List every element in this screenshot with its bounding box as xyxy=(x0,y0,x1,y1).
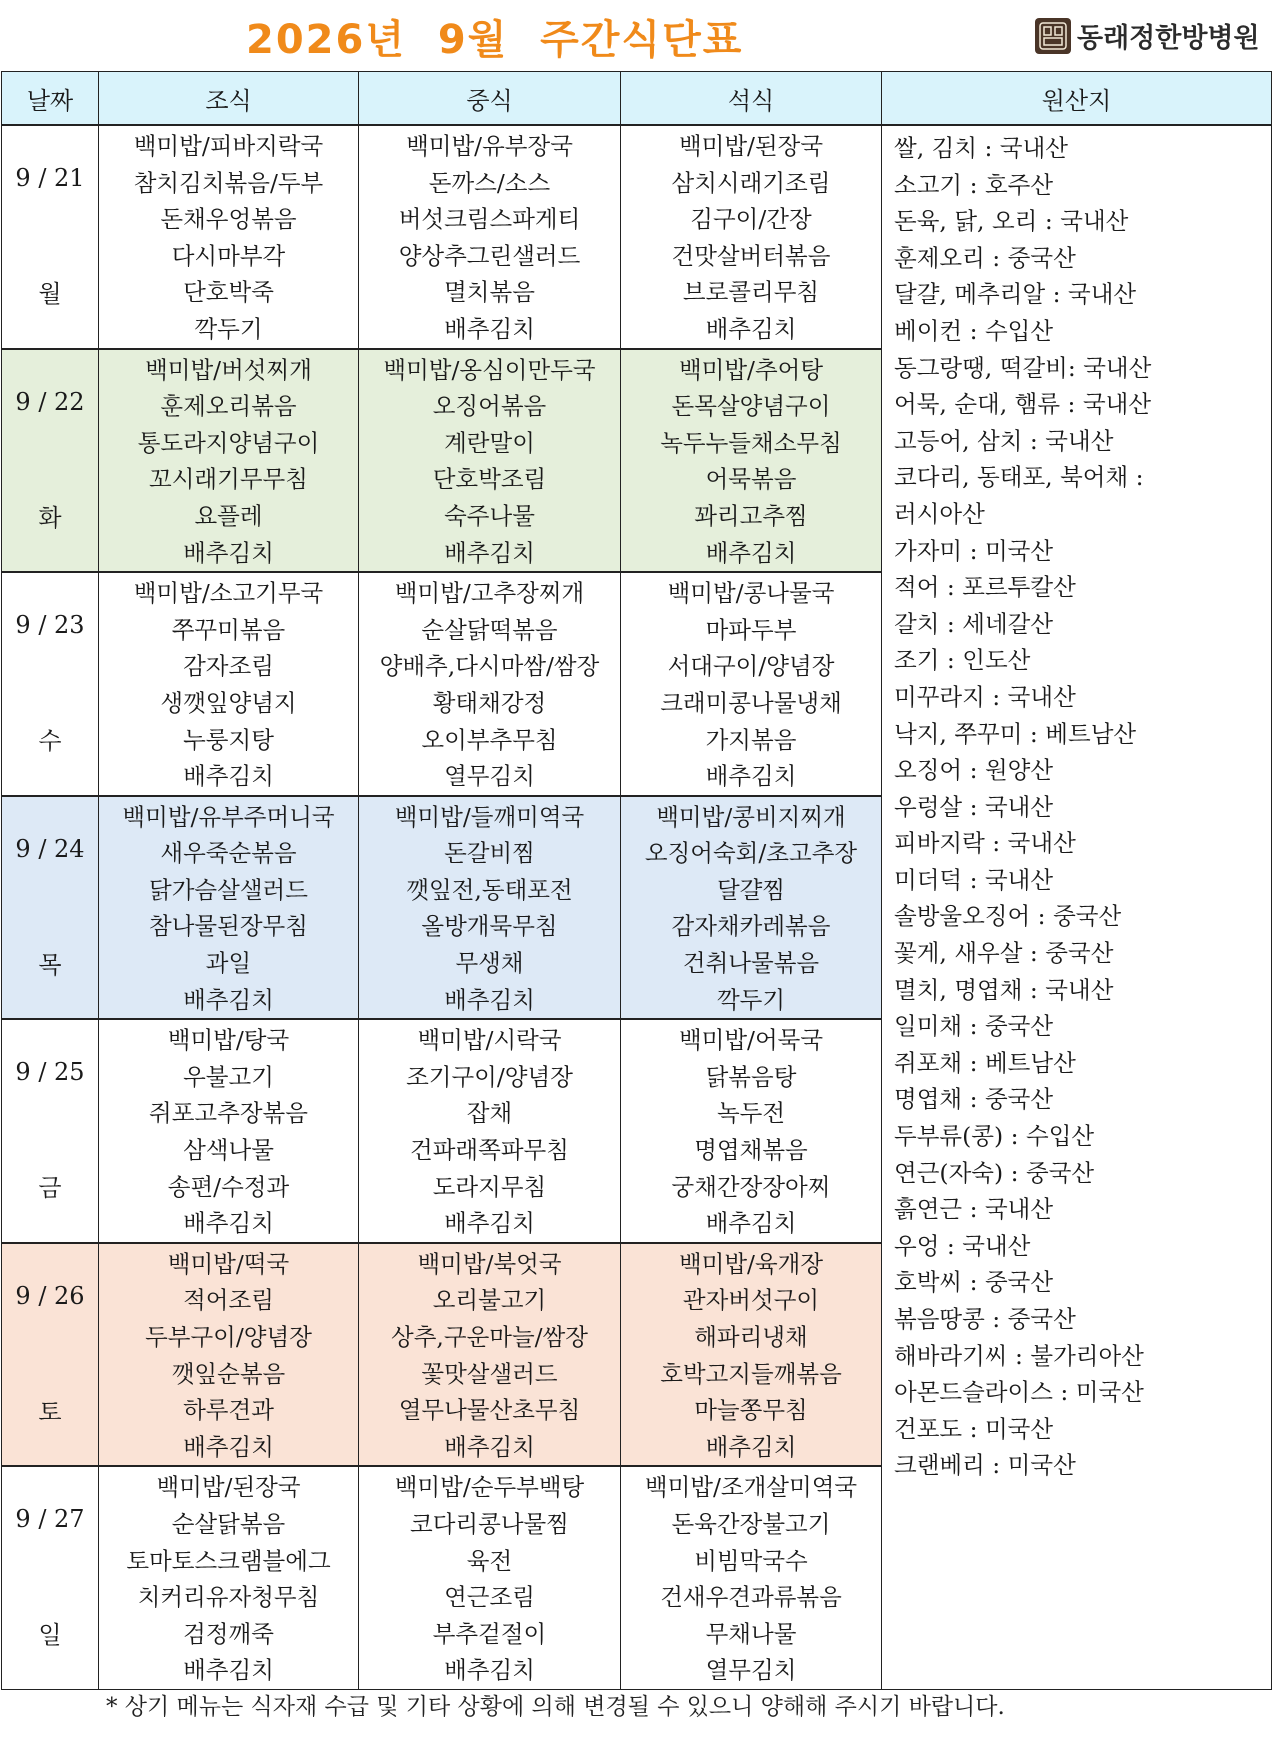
origin-item: 볶음땅콩 : 중국산 xyxy=(894,1305,1076,1333)
menu-item: 조기구이/양념장 xyxy=(406,1062,573,1091)
menu-item: 배추김치 xyxy=(705,314,797,343)
menu-item: 배추김치 xyxy=(183,1656,274,1685)
menu-item: 백미밥/옹심이만두국 xyxy=(383,355,596,384)
menu-item: 열무김치 xyxy=(705,1656,797,1685)
menu-item: 닭볶음탕 xyxy=(705,1062,797,1091)
menu-item: 참치김치볶음/두부 xyxy=(133,168,324,197)
weekday-label: 목 xyxy=(38,950,62,979)
menu-item: 백미밥/시락국 xyxy=(417,1026,562,1055)
menu-item: 배추김치 xyxy=(444,1209,535,1238)
menu-item: 배추김치 xyxy=(444,1656,535,1685)
menu-item: 숙주나물 xyxy=(444,501,535,530)
menu-item: 건취나물볶음 xyxy=(682,949,820,978)
breakfast-cell xyxy=(99,1466,359,1689)
weekday-label: 토 xyxy=(38,1397,62,1426)
origin-item: 쌀, 김치 : 국내산 xyxy=(894,134,1069,162)
weekday-label: 수 xyxy=(38,727,62,756)
menu-item: 계란말이 xyxy=(444,428,535,457)
lunch-cell xyxy=(359,796,621,1020)
menu-item: 오징어볶음 xyxy=(432,392,547,421)
origin-item: 낙지, 쭈꾸미 : 베트남산 xyxy=(894,719,1137,748)
menu-item: 하루견과 xyxy=(183,1396,274,1425)
menu-item: 멸치볶음 xyxy=(444,278,535,307)
menu-item: 백미밥/북엇국 xyxy=(417,1249,562,1278)
menu-item: 양배추,다시마쌈/쌈장 xyxy=(379,652,600,681)
origin-item: 어묵, 순대, 햄류 : 국내산 xyxy=(894,390,1152,419)
menu-item: 백미밥/추어탕 xyxy=(678,355,824,384)
menu-item: 궁채간장장아찌 xyxy=(671,1172,831,1201)
menu-item: 김구이/간장 xyxy=(690,205,812,234)
menu-item: 훈제오리볶음 xyxy=(160,392,297,421)
menu-item: 코다리콩나물찜 xyxy=(410,1509,569,1538)
menu-item: 부추겉절이 xyxy=(432,1619,547,1648)
weekday-label: 금 xyxy=(38,1174,62,1203)
menu-item: 건파래쪽파무침 xyxy=(410,1136,569,1165)
origin-item: 갈치 : 세네갈산 xyxy=(894,609,1054,638)
origin-item: 고등어, 삼치 : 국내산 xyxy=(894,426,1114,455)
day-row xyxy=(2,125,1272,349)
date-label: 9 / 26 xyxy=(15,1281,85,1310)
menu-item: 상추,구운마늘/쌈장 xyxy=(391,1323,588,1351)
menu-item: 감자채카레볶음 xyxy=(671,912,831,941)
date-label: 9 / 24 xyxy=(15,834,85,863)
hospital-logo xyxy=(1035,16,1260,55)
menu-item: 두부구이/양념장 xyxy=(145,1323,312,1351)
dinner-cell xyxy=(621,1243,882,1467)
date-cell xyxy=(2,125,99,349)
menu-item: 백미밥/탕국 xyxy=(167,1026,290,1055)
menu-item: 과일 xyxy=(205,949,252,978)
origin-item: 솔방울오징어 : 중국산 xyxy=(894,902,1122,931)
dinner-cell xyxy=(621,796,882,1020)
origin-item: 일미채 : 중국산 xyxy=(894,1012,1054,1041)
breakfast-cell xyxy=(99,1019,359,1243)
origin-item: 코다리, 동태포, 북어채 : xyxy=(894,463,1144,492)
menu-item: 무생채 xyxy=(455,949,524,978)
menu-item: 백미밥/어묵국 xyxy=(678,1026,824,1055)
menu-item: 통도라지양념구이 xyxy=(137,428,320,457)
origin-item: 해바라기씨 : 불가리아산 xyxy=(894,1341,1144,1370)
origin-item: 미꾸라지 : 국내산 xyxy=(894,682,1076,711)
footnote: * 상기 메뉴는 식자재 수급 및 기타 상황에 의해 변경될 수 있으니 양해해 주시기 바랍니다. xyxy=(106,1694,1005,1720)
date-label: 9 / 22 xyxy=(15,387,85,416)
lunch-cell xyxy=(359,572,621,796)
menu-item: 우불고기 xyxy=(183,1062,274,1091)
menu-item: 달걀찜 xyxy=(716,875,786,904)
origin-item: 꽃게, 새우살 : 중국산 xyxy=(894,939,1114,968)
menu-item: 건새우견과류볶음 xyxy=(660,1583,842,1612)
menu-item: 꼬시래기무무침 xyxy=(149,465,308,494)
origin-item: 호박씨 : 중국산 xyxy=(894,1268,1054,1297)
date-label: 9 / 27 xyxy=(15,1505,85,1534)
menu-item: 삼치시래기조림 xyxy=(671,168,831,197)
menu-item: 크래미콩나물냉채 xyxy=(660,688,842,717)
menu-item: 꽈리고추찜 xyxy=(694,501,808,530)
header-breakfast: 조식 xyxy=(99,72,359,126)
menu-item: 백미밥/고추장찌개 xyxy=(394,579,585,608)
menu-item: 치커리유자청무침 xyxy=(137,1583,320,1612)
lunch-cell xyxy=(359,1019,621,1243)
breakfast-cell xyxy=(99,572,359,796)
origin-list xyxy=(882,125,1272,1689)
origin-item: 러시아산 xyxy=(894,499,985,528)
breakfast-cell xyxy=(99,125,359,349)
date-cell xyxy=(2,1019,99,1243)
menu-item: 적어조림 xyxy=(183,1286,274,1315)
weekday-label: 화 xyxy=(38,503,62,532)
menu-item: 관자버섯구이 xyxy=(682,1286,820,1315)
menu-item: 올방개묵무침 xyxy=(421,912,558,941)
menu-item: 단호박죽 xyxy=(183,278,274,307)
menu-item: 백미밥/피바지락국 xyxy=(133,132,324,160)
menu-item: 도라지무침 xyxy=(432,1172,547,1201)
menu-item: 백미밥/콩비지찌개 xyxy=(656,802,846,831)
menu-item: 다시마부각 xyxy=(171,241,286,270)
menu-item: 배추김치 xyxy=(444,538,535,567)
origin-item: 훈제오리 : 중국산 xyxy=(894,243,1076,272)
menu-item: 송편/수정과 xyxy=(167,1172,290,1201)
menu-item: 녹두전 xyxy=(716,1099,786,1128)
menu-item: 돈육간장불고기 xyxy=(671,1509,831,1538)
origin-item: 돈육, 닭, 오리 : 국내산 xyxy=(894,207,1129,236)
menu-item: 백미밥/유부장국 xyxy=(406,132,573,160)
menu-item: 깍두기 xyxy=(716,985,786,1014)
menu-item: 깻잎전,동태포전 xyxy=(406,875,573,904)
origin-item: 멸치, 명엽채 : 국내산 xyxy=(894,975,1114,1004)
menu-item: 검정깨죽 xyxy=(183,1619,274,1648)
menu-item: 배추김치 xyxy=(705,1432,797,1461)
origin-item: 피바지락 : 국내산 xyxy=(894,829,1076,858)
menu-item: 명엽채볶음 xyxy=(694,1136,808,1165)
lunch-cell xyxy=(359,125,621,349)
date-cell xyxy=(2,349,99,573)
page-title: 2026년 9월 주간식단표 xyxy=(246,17,744,63)
date-cell xyxy=(2,1466,99,1689)
menu-item: 가지볶음 xyxy=(705,725,797,754)
menu-item: 배추김치 xyxy=(444,985,535,1014)
origin-item: 오징어 : 원양산 xyxy=(894,756,1054,785)
breakfast-cell xyxy=(99,1243,359,1467)
menu-item: 백미밥/버섯찌개 xyxy=(145,355,312,384)
hospital-name: 동래정한방병원 xyxy=(1077,23,1260,54)
menu-item: 백미밥/육개장 xyxy=(678,1249,824,1278)
menu-item: 백미밥/유부주머니국 xyxy=(122,802,335,831)
menu-item: 순살닭볶음 xyxy=(171,1509,286,1538)
menu-item: 잡채 xyxy=(466,1099,513,1128)
menu-item: 배추김치 xyxy=(444,1432,535,1461)
origin-item: 연근(자숙) : 중국산 xyxy=(894,1158,1095,1187)
menu-item: 백미밥/떡국 xyxy=(167,1249,290,1278)
menu-item: 백미밥/들깨미역국 xyxy=(394,802,585,831)
menu-item: 깍두기 xyxy=(194,314,263,343)
menu-item: 배추김치 xyxy=(705,538,797,567)
origin-item: 달걀, 메추리알 : 국내산 xyxy=(894,280,1137,309)
origin-item: 우엉 : 국내산 xyxy=(894,1231,1031,1260)
menu-item: 연근조림 xyxy=(444,1583,535,1612)
dinner-cell xyxy=(621,125,882,349)
dinner-cell xyxy=(621,1019,882,1243)
menu-item: 마파두부 xyxy=(705,615,797,644)
menu-item: 오리불고기 xyxy=(432,1286,547,1315)
breakfast-cell xyxy=(99,796,359,1020)
menu-item: 백미밥/순두부백탕 xyxy=(394,1473,585,1502)
menu-item: 열무김치 xyxy=(444,762,535,791)
origin-item: 조기 : 인도산 xyxy=(894,646,1031,675)
header-lunch: 중식 xyxy=(359,72,621,126)
menu-item: 배추김치 xyxy=(183,1209,274,1238)
origin-item: 미더덕 : 국내산 xyxy=(894,865,1054,894)
origin-item: 아몬드슬라이스 : 미국산 xyxy=(894,1378,1144,1407)
date-label: 9 / 23 xyxy=(15,611,85,640)
header-date: 날짜 xyxy=(2,72,99,126)
date-cell xyxy=(2,1243,99,1467)
weekday-label: 월 xyxy=(38,280,62,308)
menu-item: 배추김치 xyxy=(705,1209,797,1238)
header-dinner: 석식 xyxy=(621,72,882,126)
origin-item: 명엽채 : 중국산 xyxy=(894,1085,1054,1114)
menu-item: 누룽지탕 xyxy=(183,725,274,754)
origin-item: 크랜베리 : 미국산 xyxy=(894,1451,1076,1480)
weekday-label: 일 xyxy=(38,1621,62,1650)
date-label: 9 / 21 xyxy=(15,164,85,192)
origin-item: 두부류(콩) : 수입산 xyxy=(894,1122,1095,1151)
menu-item: 감자조림 xyxy=(183,652,274,681)
date-cell xyxy=(2,796,99,1020)
menu-item: 양상추그린샐러드 xyxy=(398,241,581,270)
header-row xyxy=(2,72,1272,126)
menu-item: 건맛살버터볶음 xyxy=(671,241,831,270)
menu-item: 돈갈비찜 xyxy=(444,839,535,868)
lunch-cell xyxy=(359,1243,621,1467)
menu-item: 단호박조림 xyxy=(432,465,547,494)
origin-item: 우렁살 : 국내산 xyxy=(894,792,1054,821)
menu-item: 돈채우엉볶음 xyxy=(160,205,297,234)
origin-item: 적어 : 포르투칼산 xyxy=(894,573,1076,602)
menu-item: 서대구이/양념장 xyxy=(667,652,835,681)
origin-item: 흙연근 : 국내산 xyxy=(894,1195,1054,1224)
menu-item: 돈목살양념구이 xyxy=(671,392,831,421)
menu-item: 배추김치 xyxy=(183,1432,274,1461)
menu-item: 녹두누들채소무침 xyxy=(660,428,842,457)
menu-item: 닭가슴살샐러드 xyxy=(149,875,308,904)
menu-item: 백미밥/된장국 xyxy=(156,1473,301,1502)
menu-item: 삼색나물 xyxy=(183,1136,274,1165)
menu-item: 육전 xyxy=(466,1546,513,1575)
menu-item: 깻잎순볶음 xyxy=(171,1359,286,1388)
lunch-cell xyxy=(359,349,621,573)
menu-item: 배추김치 xyxy=(183,538,274,567)
menu-item: 백미밥/된장국 xyxy=(678,132,824,160)
hospital-seal-icon xyxy=(1035,18,1071,54)
menu-item: 호박고지들깨볶음 xyxy=(660,1359,842,1388)
date-cell xyxy=(2,572,99,796)
menu-item: 백미밥/소고기무국 xyxy=(133,579,324,608)
origin-item: 베이컨 : 수입산 xyxy=(894,316,1054,345)
origin-item: 건포도 : 미국산 xyxy=(894,1414,1054,1443)
menu-item: 돈까스/소스 xyxy=(428,168,551,197)
menu-item: 배추김치 xyxy=(183,985,274,1014)
dinner-cell xyxy=(621,572,882,796)
lunch-cell xyxy=(359,1466,621,1689)
menu-item: 황태채강정 xyxy=(432,688,547,717)
menu-item: 요플레 xyxy=(194,501,263,530)
menu-item: 생깻잎양념지 xyxy=(160,688,297,717)
weekly-menu-table xyxy=(1,71,1272,1690)
dinner-cell xyxy=(621,349,882,573)
menu-item: 비빔막국수 xyxy=(694,1546,808,1575)
menu-item: 무채나물 xyxy=(705,1619,797,1648)
menu-item: 배추김치 xyxy=(444,314,535,343)
menu-item: 백미밥/콩나물국 xyxy=(667,579,835,608)
menu-item: 쭈꾸미볶음 xyxy=(171,615,286,644)
date-label: 9 / 25 xyxy=(15,1058,85,1087)
menu-item: 배추김치 xyxy=(183,762,274,791)
origin-item: 쥐포채 : 베트남산 xyxy=(894,1048,1076,1077)
menu-item: 순살닭떡볶음 xyxy=(421,615,558,644)
menu-item: 해파리냉채 xyxy=(694,1323,808,1351)
menu-item: 오이부추무침 xyxy=(421,725,558,754)
menu-item: 배추김치 xyxy=(705,762,797,791)
breakfast-cell xyxy=(99,349,359,573)
menu-item: 쥐포고추장볶음 xyxy=(149,1099,308,1128)
menu-item: 브로콜리무침 xyxy=(682,278,820,307)
menu-item: 백미밥/조개살미역국 xyxy=(644,1473,858,1502)
dinner-cell xyxy=(621,1466,882,1689)
menu-item: 오징어숙회/초고추장 xyxy=(644,839,858,868)
header-origin: 원산지 xyxy=(882,72,1272,126)
menu-item: 새우죽순볶음 xyxy=(160,839,297,868)
origin-item: 가자미 : 미국산 xyxy=(894,536,1054,565)
menu-item: 꽃맛살샐러드 xyxy=(421,1359,558,1388)
menu-item: 토마토스크램블에그 xyxy=(126,1546,331,1575)
origin-item: 소고기 : 호주산 xyxy=(894,170,1054,199)
menu-item: 마늘쫑무침 xyxy=(694,1396,808,1425)
menu-item: 어묵볶음 xyxy=(705,465,797,494)
menu-item: 참나물된장무침 xyxy=(149,912,308,941)
origin-item: 동그랑땡, 떡갈비: 국내산 xyxy=(894,353,1152,382)
menu-item: 열무나물산초무침 xyxy=(398,1396,581,1425)
menu-item: 버섯크림스파게티 xyxy=(398,205,581,234)
